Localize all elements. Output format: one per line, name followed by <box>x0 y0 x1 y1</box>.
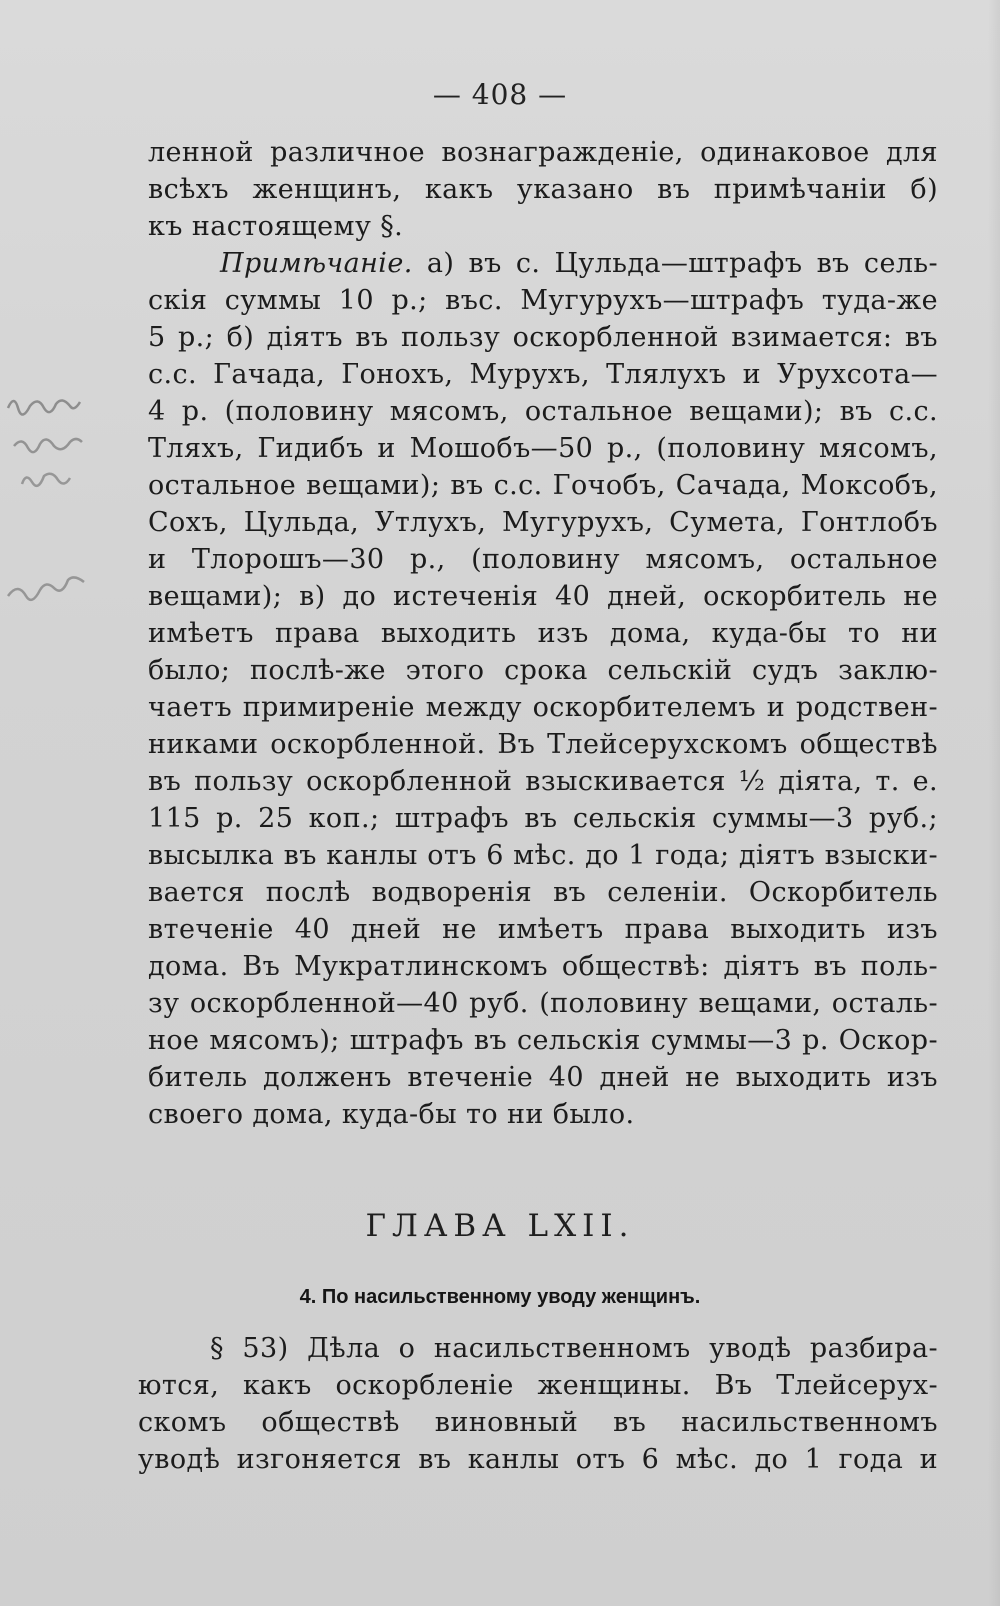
text-line: 5 р.; б) діятъ въ пользу оскорбленной взимается: въ <box>148 322 938 353</box>
text-line: 4 р. (половину мясомъ, остальное вещами); въ с.с. <box>148 396 938 427</box>
text-line: ное мясомъ); штрафъ въ сельскія суммы—3 р. Оскор- <box>148 1025 938 1056</box>
text-line: вещами); в) до истеченія 40 дней, оскорбитель не <box>148 581 938 612</box>
note-label: Примѣчаніе. <box>220 248 413 279</box>
handwritten-margin-notes <box>0 388 130 628</box>
page-number: — 408 — <box>432 78 568 111</box>
text-line: битель долженъ втеченіе 40 дней не выходить изъ <box>148 1062 938 1093</box>
main-text-block <box>148 134 938 1133</box>
text-line: вается послѣ водворенія въ селеніи. Оскорбитель <box>148 877 938 908</box>
text-line: Тляхъ, Гидибъ и Мошобъ—50 р., (половину мясомъ, <box>148 433 938 464</box>
text-line: 115 р. 25 коп.; штрафъ въ сельскія суммы—3 руб.; <box>148 803 938 834</box>
text-line: ленной различное вознагражденіе, одинаковое для <box>148 137 938 168</box>
text-line: с.с. Гачада, Гонохъ, Мурухъ, Тлялухъ и Урухсота— <box>148 359 938 390</box>
text-line: Сохъ, Цульда, Утлухъ, Мугурухъ, Сумета, Гонтлобъ <box>148 507 938 538</box>
text-line: зу оскорбленной—40 руб. (половину вещами, осталь- <box>148 988 938 1019</box>
text-line: дома. Въ Мукратлинскомъ обществѣ: діятъ въ поль- <box>148 951 938 982</box>
text-line: § 53) Дѣла о насильственномъ уводѣ разбира- <box>210 1333 938 1364</box>
text-line: своего дома, куда-бы то ни было. <box>148 1099 635 1130</box>
text-line: остальное вещами); въ с.с. Гочобъ, Сачада, Моксобъ, <box>148 470 938 501</box>
text-line: скія суммы 10 р.; въс. Мугурухъ—штрафъ туда-же <box>148 285 938 316</box>
text-line: втеченіе 40 дней не имѣетъ права выходить изъ <box>148 914 938 945</box>
text-line: было; послѣ-же этого срока сельскій судъ заклю- <box>148 655 938 686</box>
handwriting-scribble <box>0 388 130 628</box>
text-line: въ пользу оскорбленной взыскивается ½ діята, т. е. <box>148 766 938 797</box>
text-line: имѣетъ права выходить изъ дома, куда-бы то ни <box>148 618 938 649</box>
note-line-text: а) въ с. Цульда—штрафъ въ сель- <box>426 248 939 279</box>
text-line: уводѣ изгоняется въ канлы отъ 6 мѣс. до 1 года и <box>138 1444 938 1475</box>
text-line: и Тлорошъ—30 р., (половину мясомъ, остальное <box>148 544 938 575</box>
text-line: скомъ обществѣ виновный въ насильственномъ <box>138 1407 938 1438</box>
section-title: 4. По насильственному уводу женщинъ. <box>299 1286 701 1308</box>
note-line <box>148 245 938 282</box>
text-line: ются, какъ оскорбленіе женщины. Въ Тлейсерух- <box>138 1370 938 1401</box>
text-line: высылка въ канлы отъ 6 мѣс. до 1 года; діятъ взыски- <box>148 840 938 871</box>
text-line: чаетъ примиреніе между оскорбителемъ и родствен- <box>148 692 938 723</box>
text-line: всѣхъ женщинъ, какъ указано въ примѣчаніи б) <box>148 174 938 205</box>
chapter-title: ГЛАВА LXII. <box>365 1208 635 1244</box>
page-edge-shadow <box>988 0 1000 1606</box>
text-line: никами оскорбленной. Въ Тлейсерухскомъ обществѣ <box>148 729 938 760</box>
text-line: къ настоящему §. <box>148 211 404 242</box>
section-text-block <box>138 1330 938 1478</box>
